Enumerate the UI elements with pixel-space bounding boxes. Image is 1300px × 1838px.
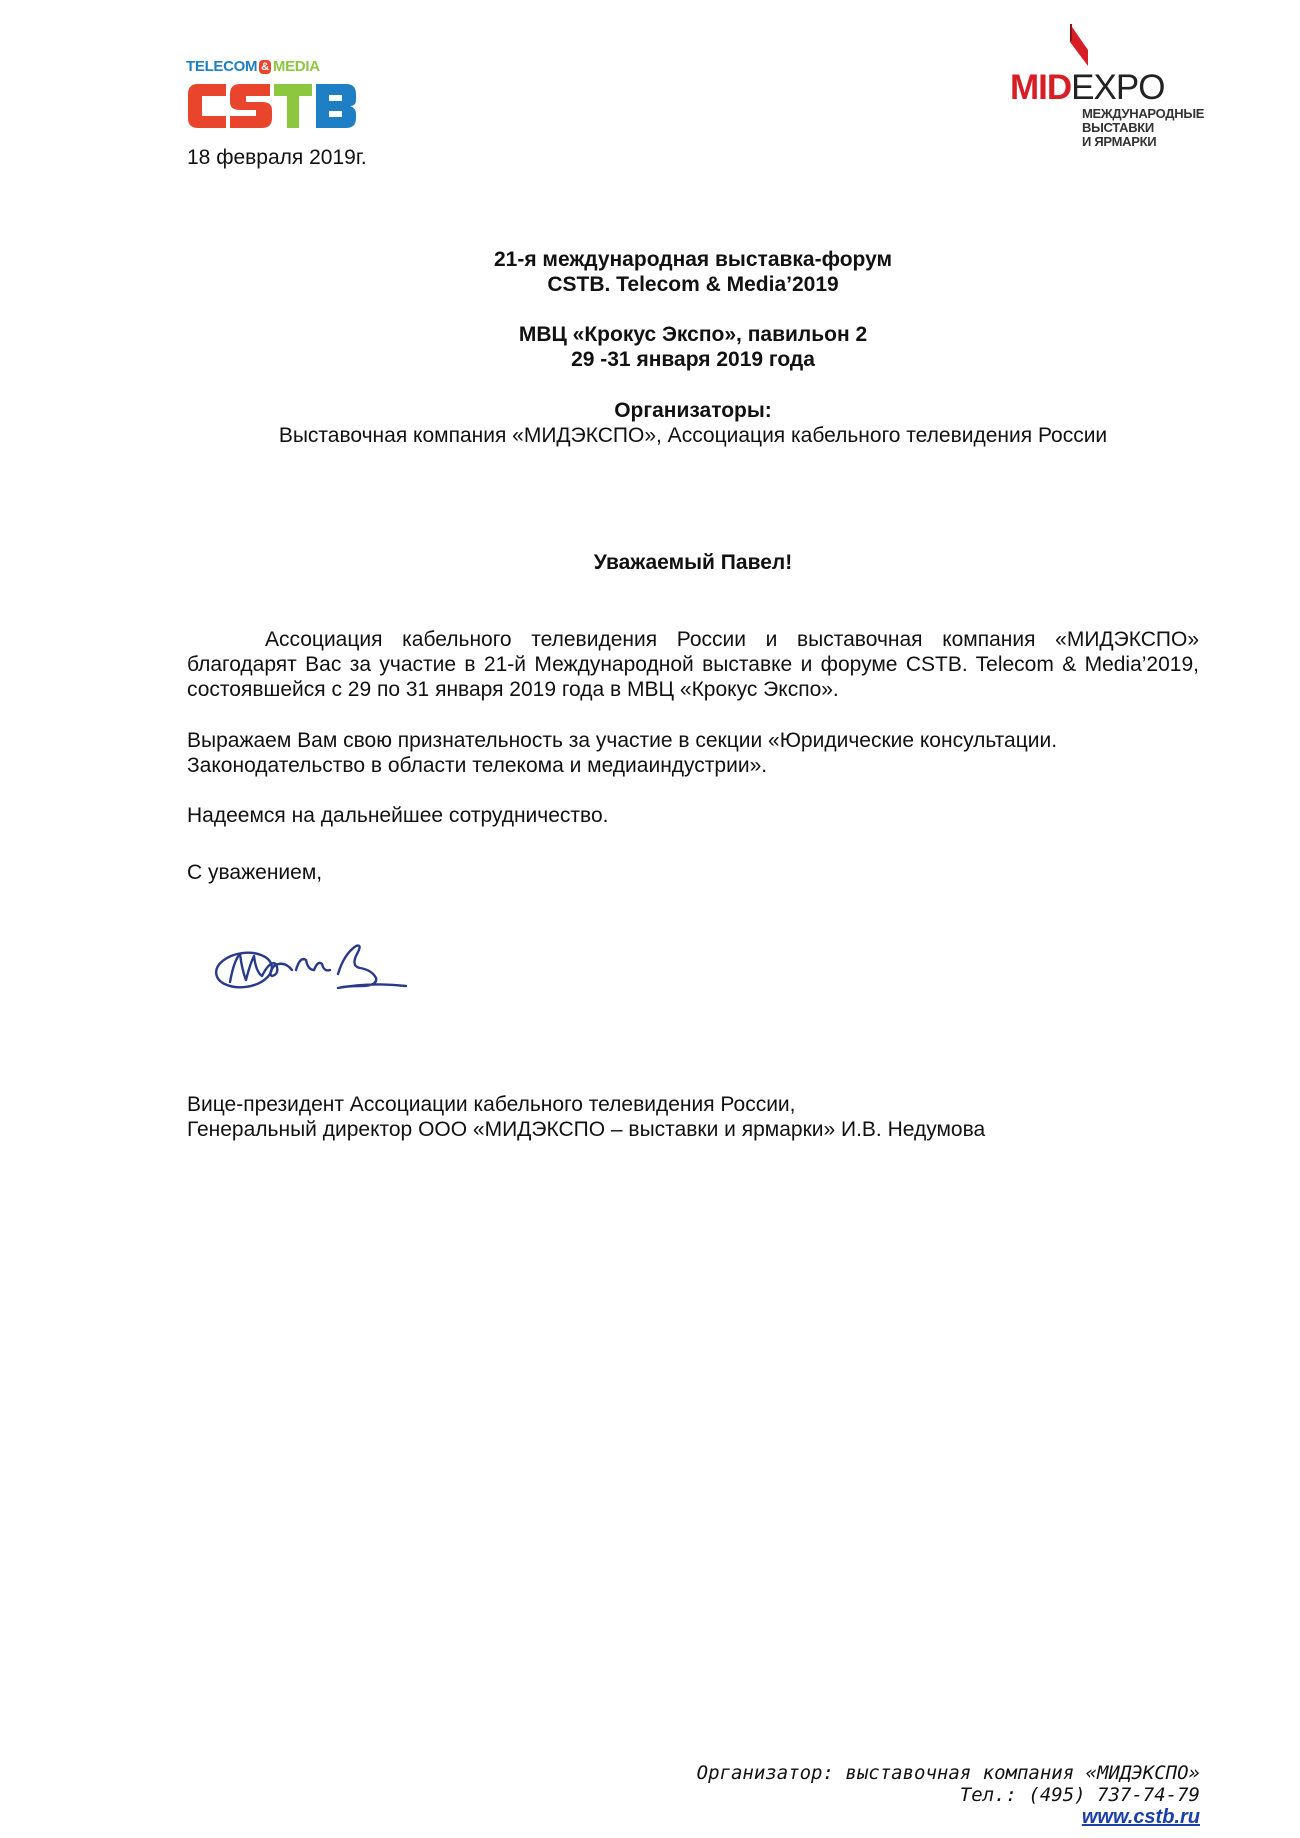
- midexpo-logo: [1010, 22, 1230, 152]
- signatory-block: Вице-президент Ассоциации кабельного телевидения России, Генеральный директор ООО «МИДЭКСПО – выставки и ярмарки» И.В. Недумова: [187, 1093, 986, 1141]
- footer-contact: [697, 1762, 1200, 1828]
- footer-organizer: Организатор: выставочная компания «МИДЭКСПО»: [696, 1762, 1200, 1784]
- letter-date: 18 февраля 2019г.: [187, 146, 367, 169]
- midexpo-tagline: МЕЖДУНАРОДНЫЕ ВЫСТАВКИ И ЯРМАРКИ: [1082, 106, 1205, 149]
- telecom-media-wordmark: TELECOM & MEDIA: [186, 58, 320, 75]
- footer-website-link[interactable]: www.cstb.ru: [1081, 1806, 1200, 1828]
- letter-greeting: Уважаемый Павел!: [593, 551, 793, 574]
- letter-paragraph-1: Ассоциация кабельного телевидения России и выставочная компания «МИДЭКСПО» благодарят Вас за участие в 21-й Международной выставке и форуме CSTB. Telecom & Media’2019, состоявшейся с 29 по 31 января 2019 года в МВЦ «Крокус Экспо».: [187, 628, 1199, 701]
- midexpo-wordmark: MIDEXPO: [1010, 68, 1165, 107]
- letter-closing: С уважением,: [187, 861, 323, 884]
- cstb-letters-graphic: [186, 80, 358, 132]
- letter-paragraph-3: Надеемся на дальнейшее сотрудничество.: [187, 804, 609, 827]
- event-venue-dates: МВЦ «Крокус Экспо», павильон 2 29 -31 января 2019 года: [518, 323, 868, 371]
- letter-paragraph-2: Выражаем Вам свою признательность за участие в секции «Юридические консультации. Законодательство в области телекома и медиаиндустрии».: [187, 729, 1058, 777]
- event-title: 21-я международная выставка-форум CSTB. Telecom & Media’2019: [493, 248, 893, 296]
- handwritten-signature: [210, 930, 420, 1010]
- event-organizers: Организаторы: Выставочная компания «МИДЭКСПО», Ассоциация кабельного телевидения России: [278, 399, 1108, 447]
- midexpo-flag-icon: [1050, 22, 1090, 68]
- cstb-logo: [186, 58, 358, 138]
- footer-phone: Тел.: (495) 737-74-79: [959, 1784, 1200, 1806]
